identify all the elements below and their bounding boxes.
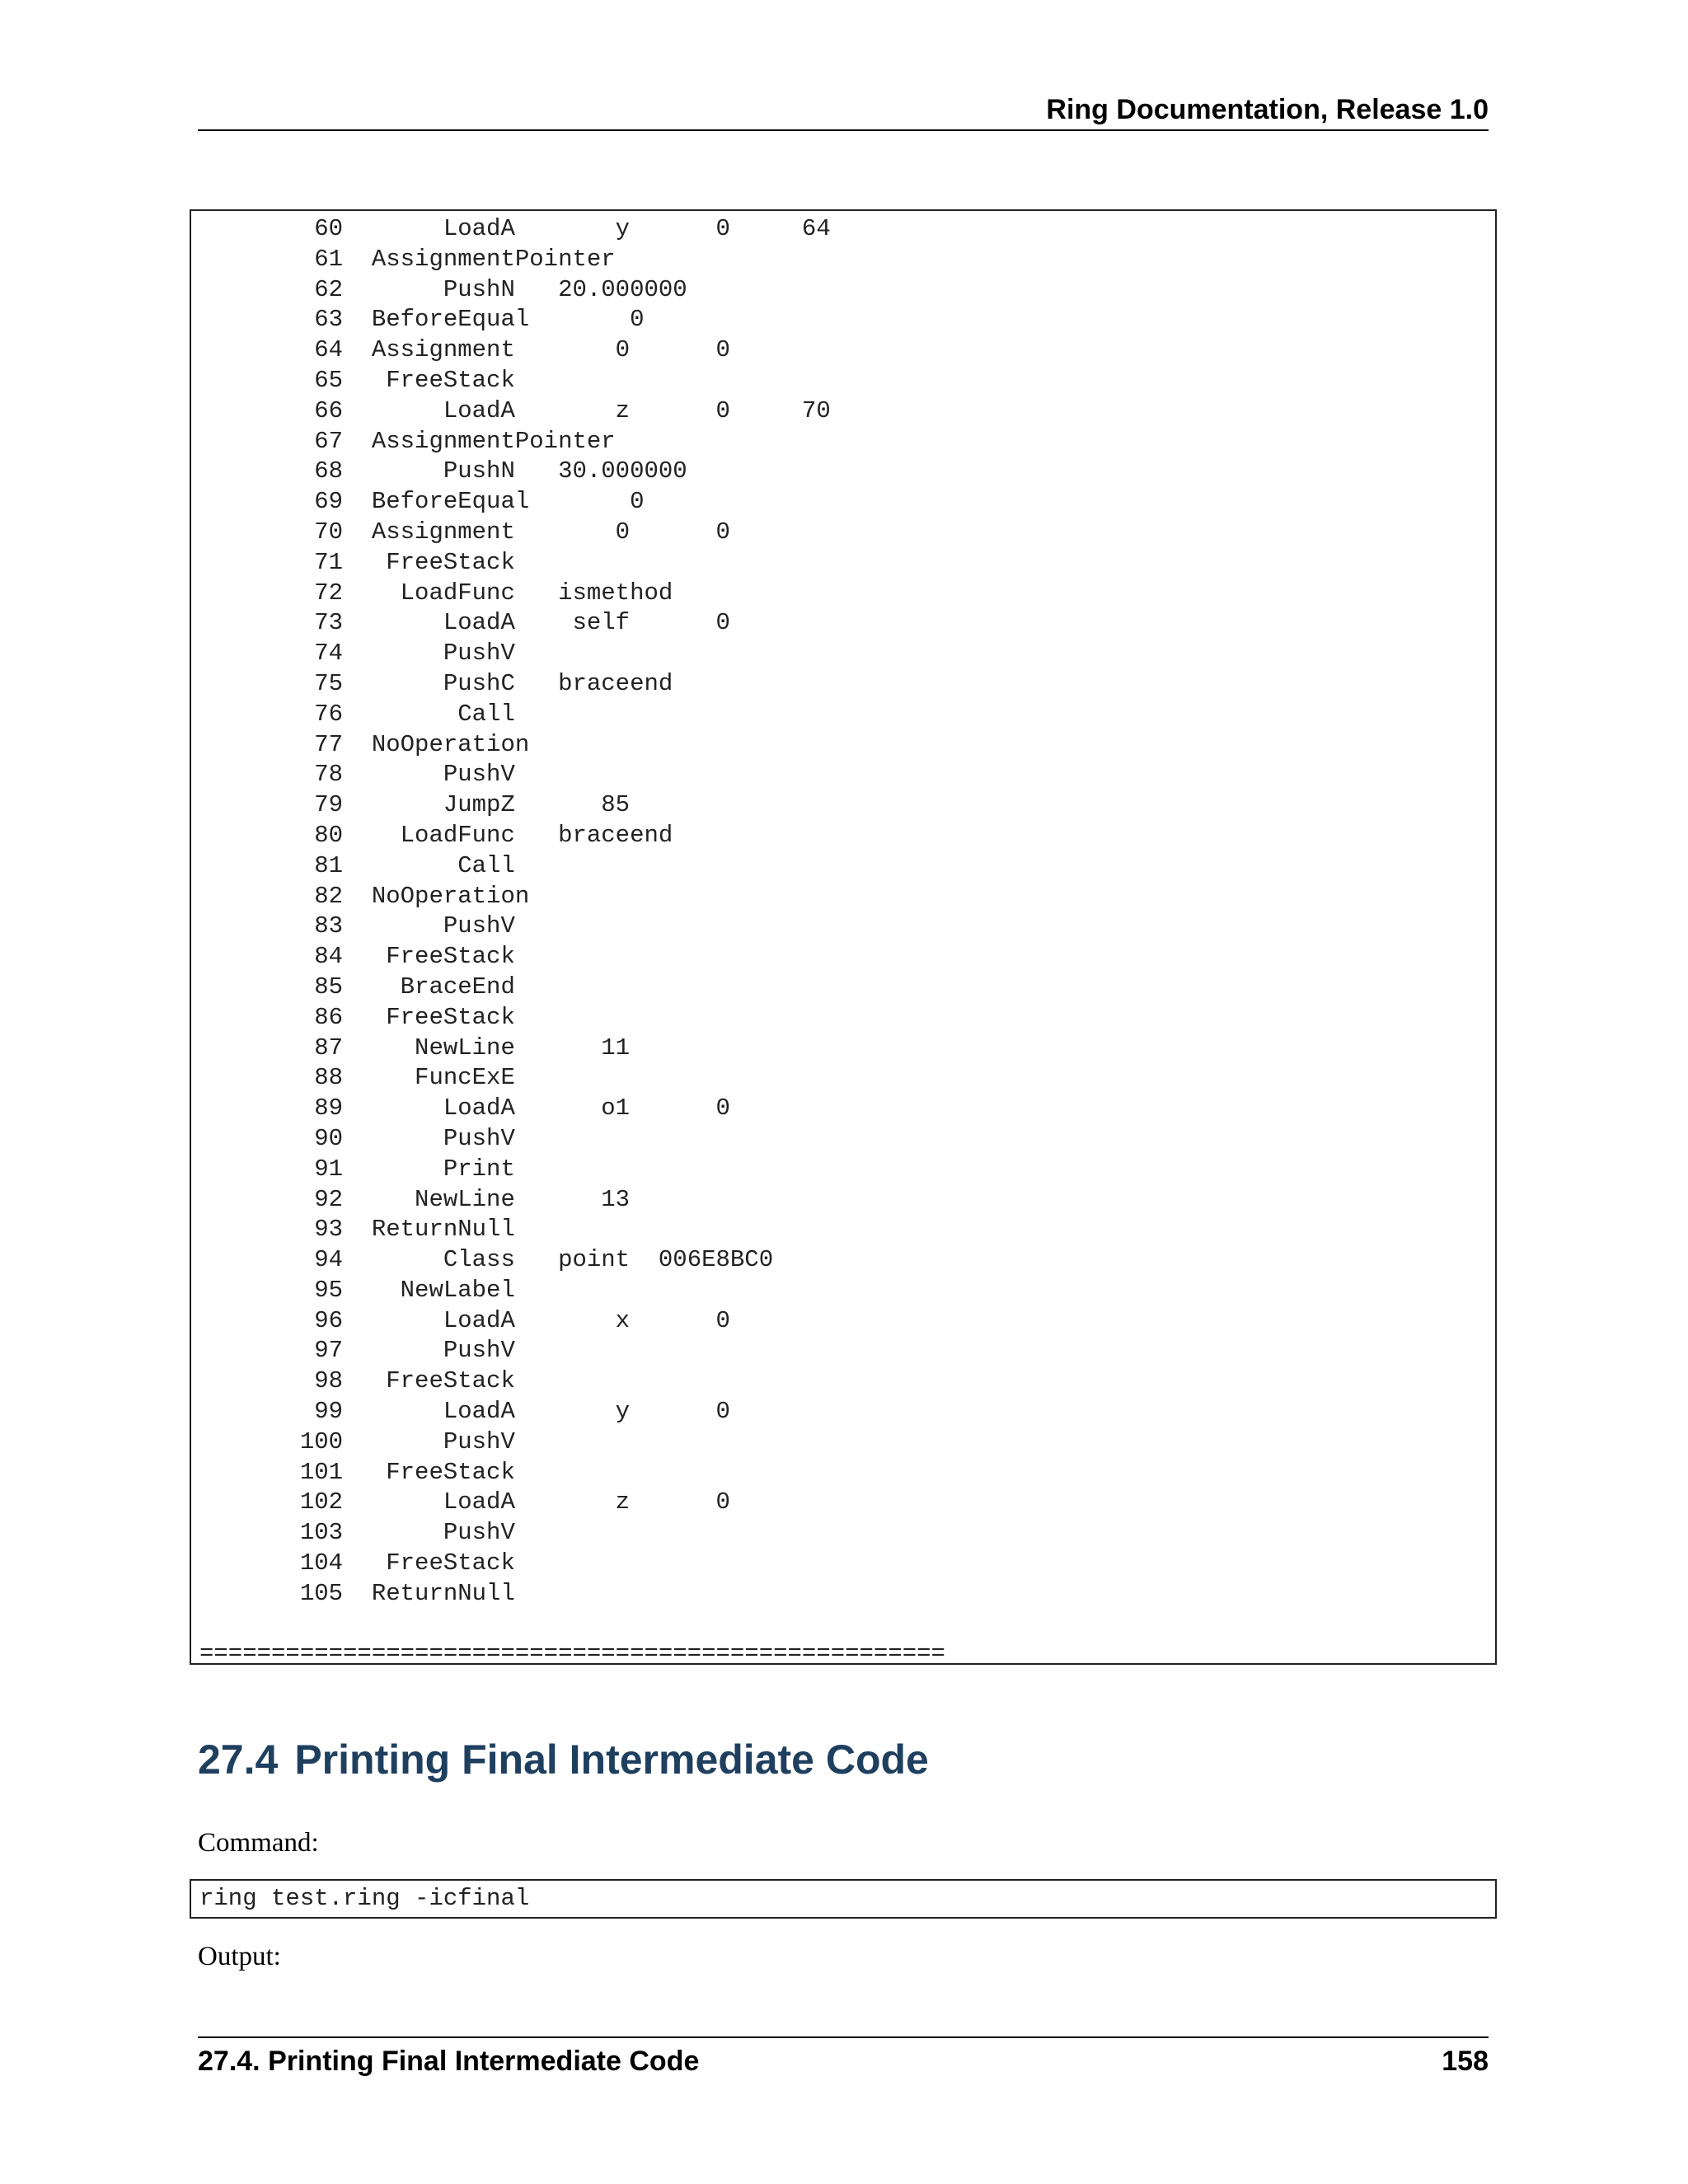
- footer-section-title: 27.4. Printing Final Intermediate Code: [198, 2046, 700, 2077]
- output-label: Output:: [198, 1942, 281, 1971]
- section-heading: [198, 1731, 929, 1788]
- footer-divider: [198, 2036, 1489, 2038]
- command-code-text: ring test.ring -icfinal: [199, 1885, 530, 1912]
- section-title: Printing Final Intermediate Code: [294, 1736, 929, 1783]
- running-header: Ring Documentation, Release 1.0: [1046, 94, 1489, 125]
- header-divider: [198, 129, 1489, 131]
- command-label: Command:: [198, 1828, 319, 1858]
- page-number: 158: [1442, 2046, 1489, 2077]
- section-number: 27.4: [198, 1736, 279, 1783]
- code-listing-text: 60 LoadA y 0 64 61 AssignmentPointer 62 PushN 20.000000 63 BeforeEqual 0 64 Assignment 0 0 65 FreeStack 66 LoadA z 0 70 67 AssignmentPointer 68 PushN 30.000000 69 BeforeEqual 0 70 Assignment 0 0 71 FreeStack 72 LoadFunc ismethod 73 LoadA self 0 74 PushV 75 PushC braceend 76 Call 77 NoOperation 78 PushV 79 JumpZ 85 80 LoadFunc braceend 81 Call 82 NoOperation 83 PushV 84 FreeStack 85 BraceEnd 86 FreeStack 87 NewLine 11 88 FuncExE 89 LoadA o1 0 90 PushV 91 Print 92 NewLine 13 93 ReturnNull 94 Class point 006E8BC0 95 NewLabel 96 LoadA x 0 97 PushV 98 FreeStack 99 LoadA y 0 100 PushV 101 FreeStack 102 LoadA z 0 103 PushV 104 FreeStack 105 ReturnNull ====================================================: [199, 215, 945, 1668]
- code-listing-block: [190, 209, 1497, 1668]
- command-code-block: [190, 1879, 1497, 1919]
